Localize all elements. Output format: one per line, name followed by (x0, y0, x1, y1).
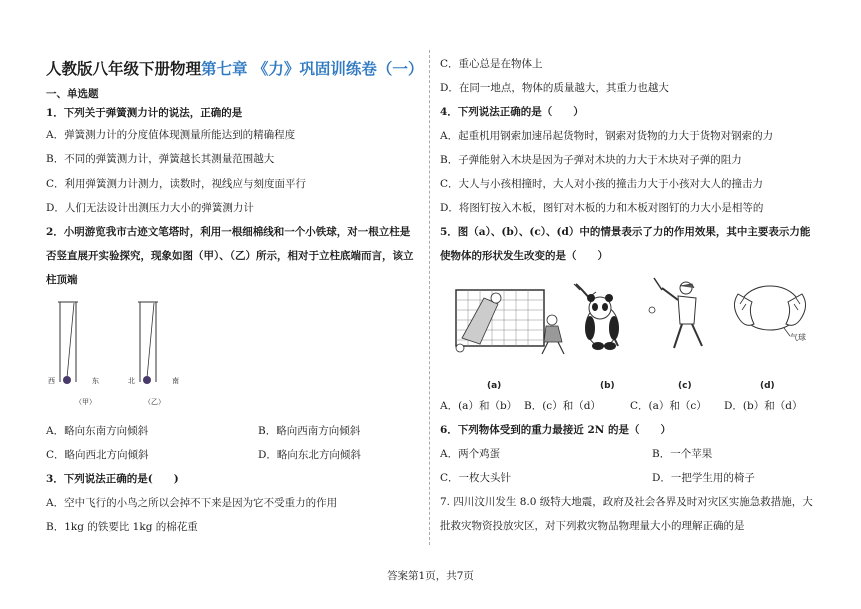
question-5-option-b: B．(c）和（d） (524, 400, 601, 412)
question-1-option-b: B．不同的弹簧测力计，弹簧越长其测量范围越大 (46, 153, 275, 165)
question-6-option-d: D．一把学生用的椅子 (652, 472, 755, 484)
question-2-option-d: D．略向东北方向倾斜 (258, 449, 361, 461)
question-2-option-c: C．略向西北方向倾斜 (46, 449, 149, 461)
title-main: 人教版八年级下册物理 (46, 59, 202, 78)
plumb-figure-yi (128, 302, 179, 406)
iron-ball (63, 376, 71, 384)
caption-jia: （甲） (75, 398, 96, 406)
question-3-option-d: D．在同一地点，物体的质量越大，其重力也越大 (440, 82, 669, 94)
question-4-option-a: A．起重机用钢索加速吊起货物时，钢索对货物的力大于货物对钢索的力 (440, 130, 774, 142)
question-5-stem-line: 使物体的形状发生改变的是（ ） (440, 250, 608, 262)
question-2-option-a: A．略向东南方向倾斜 (46, 425, 149, 437)
label-east: 东 (92, 377, 99, 385)
question-2-stem-line: 否竖直展开实验探究，现象如图（甲）、（乙）所示，相对于立柱底端而言，该立 (46, 250, 414, 262)
question-6-option-b: B．一个苹果 (652, 448, 713, 460)
question-3-option-c: C．重心总是在物体上 (440, 58, 543, 70)
question-2-stem-line: 2．小明游览我市古迹文笔塔时，利用一根细棉线和一个小铁球，对一根立柱是 (46, 226, 411, 238)
question-5-option-d: D．(b）和（d） (724, 400, 803, 412)
question-4-option-d: D．将图钉按入木板，图钉对木板的力和木板对图钉的力大小是相等的 (440, 202, 764, 214)
label-west: 西 (48, 377, 55, 385)
panda-illustration (574, 284, 619, 391)
question-1-option-a: A．弹簧测力计的分度值体现测量所能达到的精确程度 (46, 129, 296, 141)
question-5-option-c: C．(a）和（c） (630, 400, 707, 412)
question-1-option-c: C．利用弹簧测力计测力，读数时，视线应与刻度面平行 (46, 178, 307, 190)
question-5-stem-line: 5．图（a）、(b）、(c）、(d）中的情景表示了力的作用效果，其中主要表示力能 (440, 226, 811, 238)
title-chapter: 第七章 《力》巩固训练卷（一） (201, 59, 424, 78)
question-6-option-c: C．一枚大头针 (440, 472, 512, 484)
caption-yi: （乙） (144, 398, 165, 406)
question-5-option-a: A．(a）和（b） (440, 400, 518, 412)
question-3-stem: 3．下列说法正确的是( ) (46, 473, 179, 485)
caption-d: (d) (760, 381, 775, 391)
question-4-option-b: B．子弹能射入木块是因为子弹对木块的力大于木块对子弹的阻力 (440, 154, 742, 166)
force-effect-figure (440, 276, 820, 394)
question-7-line: 7. 四川汶川发生 8.0 级特大地震，政府及社会各界及时对灾区实施急救措施，大 (440, 496, 813, 508)
question-7-line: 批救灾物资投放灾区，对下列救灾物品物理量大小的理解正确的是 (440, 520, 745, 532)
question-6-option-a: A．两个鸡蛋 (440, 448, 501, 460)
question-1-option-d: D．人们无法设计出测压力大小的弹簧测力计 (46, 202, 254, 214)
question-3-option-b: B．1kg 的铁要比 1kg 的棉花重 (46, 521, 198, 533)
label-south: 南 (172, 377, 179, 385)
label-north: 北 (128, 377, 135, 385)
column-divider (429, 50, 430, 545)
caption-c: (c) (678, 381, 692, 391)
soccer-goal-illustration (456, 290, 564, 391)
plumb-figure-jia (48, 302, 99, 406)
question-3-option-a: A．空中飞行的小鸟之所以会掉不下来是因为它不受重力的作用 (46, 497, 338, 509)
question-2-stem-line: 柱顶端 (46, 274, 78, 286)
page-title (46, 57, 423, 79)
plumb-line-figure (40, 298, 200, 410)
question-4-option-c: C．大人与小孩相撞时，大人对小孩的撞击力大于小孩对大人的撞击力 (440, 178, 764, 190)
balloon-illustration (734, 286, 806, 391)
iron-ball (143, 376, 151, 384)
question-1-stem: 1．下列关于弹簧测力计的说法，正确的是 (46, 107, 243, 119)
balloon-label: 气球 (790, 333, 806, 342)
page-footer: 答案第1页，共7页 (387, 570, 474, 582)
batter-illustration (649, 278, 702, 391)
ball-icon (456, 344, 464, 352)
question-4-stem: 4．下列说法正确的是（ ） (440, 106, 584, 118)
question-6-stem: 6．下列物体受到的重力最接近 2N 的是（ ） (440, 424, 672, 436)
question-2-option-b: B．略向西南方向倾斜 (258, 425, 361, 437)
caption-a: (a) (487, 381, 502, 391)
caption-b: (b) (600, 381, 615, 391)
section-heading: 一、单选题 (46, 88, 99, 100)
